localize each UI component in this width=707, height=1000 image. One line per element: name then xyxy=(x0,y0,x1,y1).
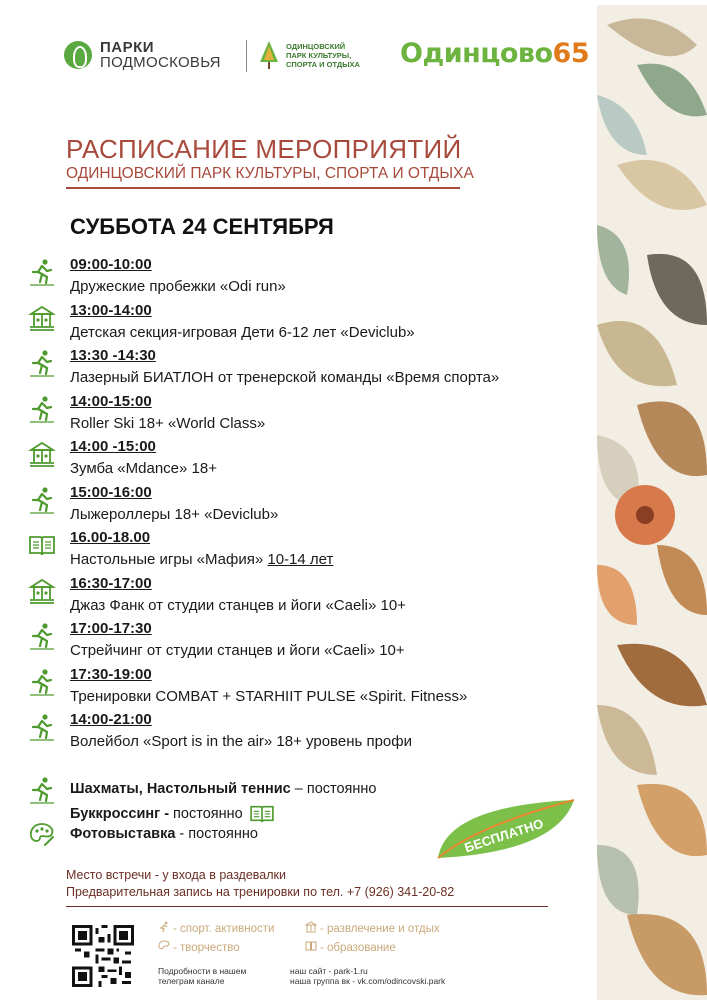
event-description: Зумба «Mdance» 18+ xyxy=(70,460,217,477)
meeting-point: Место встречи - у входа в раздевалки xyxy=(66,868,286,882)
free-badge xyxy=(436,796,576,862)
running-icon xyxy=(28,713,56,741)
odintsovo-65-text: Одинцово xyxy=(400,38,553,69)
permanent-activity-text xyxy=(70,826,258,842)
permanent-activity-text xyxy=(70,804,275,824)
event-time: 16:30-17:00 xyxy=(70,574,152,592)
event-item xyxy=(28,393,588,439)
parki-logo-line1: ПАРКИ xyxy=(100,39,155,56)
event-time: 16.00-18.00 xyxy=(70,529,151,546)
activity-schedule: постоянно xyxy=(169,805,243,822)
permanent-activity xyxy=(28,801,448,824)
telegram-line1: Подробности в нашем xyxy=(158,966,247,976)
running-icon xyxy=(28,349,56,377)
event-description: Лазерный БИАТЛОН от тренерской команды «Время спорта» xyxy=(70,369,500,386)
carousel-icon xyxy=(28,304,56,332)
registration-info: Предварительная запись на тренировки по тел. +7 (926) 341-20-82 xyxy=(66,885,455,899)
event-time: 14:00-21:00 xyxy=(70,711,152,728)
activity-name: Фотовыставка xyxy=(70,826,176,842)
event-item xyxy=(28,347,588,393)
legend-fun xyxy=(305,921,440,935)
event-time: 13:30 -14:30 xyxy=(70,347,156,364)
event-item xyxy=(28,529,588,575)
palette-icon xyxy=(28,821,56,849)
legend-edu xyxy=(305,940,396,954)
decorative-leaves-illustration xyxy=(597,5,707,1000)
activity-name: Буккроссинг - xyxy=(70,805,170,822)
site-link[interactable]: наш сайт - park-1.ru xyxy=(290,966,368,976)
odintsovo-65-number: 65 xyxy=(552,38,590,69)
event-item xyxy=(28,302,588,348)
logo-divider xyxy=(246,40,247,72)
legend-fun-label: - развлечение и отдых xyxy=(320,923,440,935)
permanent-activity-text xyxy=(70,781,376,797)
event-item xyxy=(28,711,588,757)
telegram-line2: телеграм канале xyxy=(158,976,225,986)
event-item xyxy=(28,484,588,530)
page-title: РАСПИСАНИЕ МЕРОПРИЯТИЙ xyxy=(66,134,462,164)
parki-podmoskovya-logo xyxy=(64,40,221,70)
event-description: Волейбол «Sport is in the air» 18+ уровень профи xyxy=(70,733,412,750)
event-time: 17:30-19:00 xyxy=(70,665,152,683)
activity-name: Шахматы, Настольный теннис xyxy=(70,781,291,797)
legend-sport-label: - спорт. активности xyxy=(173,923,275,935)
event-description xyxy=(70,551,333,568)
event-description: Дружеские пробежки «Odi run» xyxy=(70,278,286,295)
legend-creative-label: - творчество xyxy=(173,942,240,954)
event-description: Детская секция-игровая Дети 6-12 лет «Deviclub» xyxy=(70,323,415,341)
carousel-icon xyxy=(28,577,56,605)
running-icon xyxy=(28,668,56,696)
event-time: 14:00-15:00 xyxy=(70,392,152,410)
permanent-activity xyxy=(28,778,448,801)
permanent-activity xyxy=(28,823,448,846)
event-item xyxy=(28,438,588,484)
event-time: 14:00 -15:00 xyxy=(70,438,156,455)
activity-schedule: - постоянно xyxy=(175,826,258,842)
event-description: Roller Ski 18+ «World Class» xyxy=(70,414,266,432)
book-icon xyxy=(28,531,56,559)
odin-park-line1: ОДИНЦОВСКИЙ xyxy=(286,41,346,51)
free-badge-label: БЕСПЛАТНО xyxy=(462,815,546,856)
book-icon xyxy=(305,940,317,952)
carousel-icon xyxy=(28,440,56,468)
legend-edu-label: - образование xyxy=(320,942,396,954)
site-info xyxy=(290,966,445,986)
parki-leaf-icon xyxy=(64,41,92,69)
event-item xyxy=(28,620,588,666)
parki-logo-line2: ПОДМОСКОВЬЯ xyxy=(100,54,221,71)
event-description-text: Настольные игры «Мафия» xyxy=(70,551,268,568)
odin-park-line2: ПАРК КУЛЬТУРЫ, xyxy=(286,50,352,60)
vk-link[interactable]: наша группа вк - vk.com/odincovski.park xyxy=(290,976,446,986)
running-icon xyxy=(28,395,56,423)
running-icon xyxy=(28,486,56,514)
event-description: Тренировки COMBAT + STARHIIT PULSE «Spirit. Fitness» xyxy=(70,687,468,705)
event-item xyxy=(28,575,588,621)
event-item xyxy=(28,256,588,302)
palette-icon xyxy=(158,940,170,952)
event-time: 09:00-10:00 xyxy=(70,256,152,273)
running-icon xyxy=(28,258,56,286)
activity-schedule: – постоянно xyxy=(290,781,377,797)
odintsovo-65-logo xyxy=(400,38,589,69)
legend-sport xyxy=(158,921,274,935)
title-divider xyxy=(66,187,460,189)
telegram-info xyxy=(158,966,246,986)
event-time: 17:00-17:30 xyxy=(70,620,152,637)
permanent-activities xyxy=(28,778,448,846)
carousel-icon xyxy=(305,921,317,933)
odintsovo-park-logo xyxy=(258,40,360,70)
running-icon xyxy=(28,622,56,650)
event-description: Лыжероллеры 18+ «Deviclub» xyxy=(70,505,279,523)
event-time: 13:00-14:00 xyxy=(70,301,152,319)
legend-creative xyxy=(158,940,240,954)
tree-icon xyxy=(258,40,280,70)
page-subtitle: ОДИНЦОВСКИЙ ПАРК КУЛЬТУРЫ, СПОРТА И ОТДЫХА xyxy=(66,165,474,182)
footer-divider xyxy=(66,906,548,907)
event-description: Джаз Фанк от студии станцев и йоги «Caeli» 10+ xyxy=(70,596,406,614)
event-list xyxy=(28,256,588,757)
event-time: 15:00-16:00 xyxy=(70,483,152,501)
event-description: Стрейчинг от студии станцев и йоги «Caeli» 10+ xyxy=(70,642,405,659)
qr-code xyxy=(72,925,134,987)
running-icon xyxy=(158,921,170,933)
odin-park-line3: СПОРТА И ОТДЫХА xyxy=(286,59,360,69)
event-item xyxy=(28,666,588,712)
schedule-day: СУББОТА 24 СЕНТЯБРЯ xyxy=(70,214,334,239)
event-age-label: 10-14 лет xyxy=(267,551,334,568)
book-icon xyxy=(249,804,275,824)
